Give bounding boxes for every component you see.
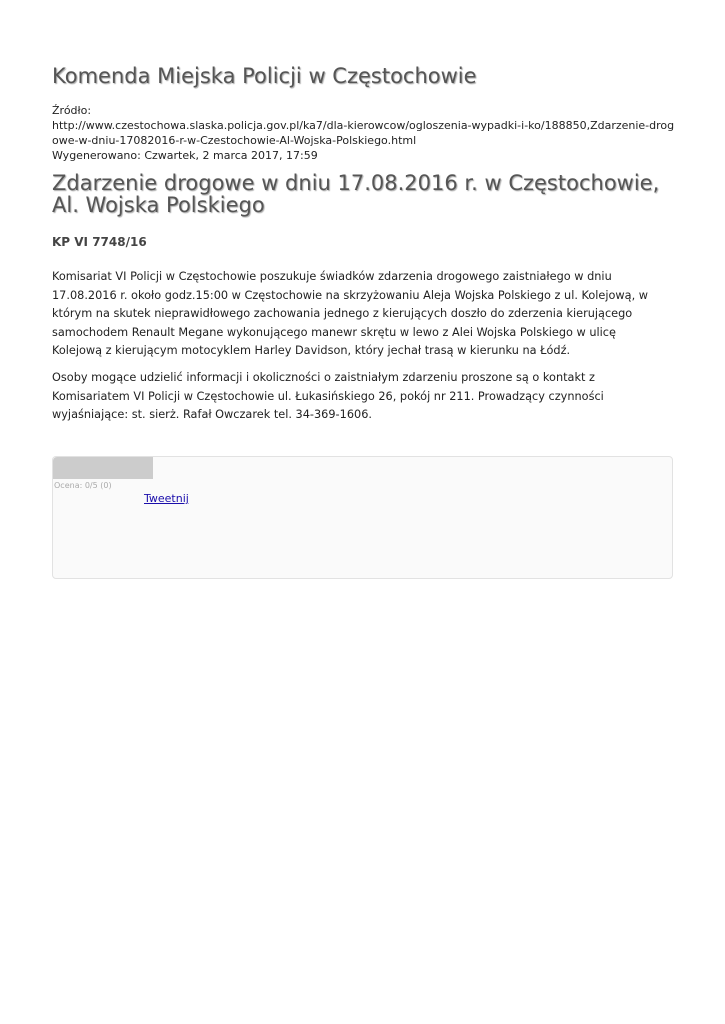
source-meta [52,103,677,163]
article-paragraph-1: Komisariat VI Policji w Częstochowie poszukuje świadków zdarzenia drogowego zaistniałego w dniu 17.08.2016 r. około godz.15:00 w Częstochowie na skrzyżowaniu Aleja Wojska Polskiego z ul. Kolejową, w którym na skutek nieprawidłowego zachowania jednego z kierujących doszło do zderzenia kierującego samochodem Renault Megane wykonującego manewr skrętu w lewo z Alei Wojska Polskiego w ulicę Kolejową z kierującym motocyklem Harley Davidson, który jechał trasą w kierunku na Łódź. [52,270,648,358]
generated-date: Wygenerowano: Czwartek, 2 marca 2017, 17:59 [52,149,318,162]
case-number: KP VI 7748/16 [52,235,147,249]
rating-score: Ocena: 0/5 (0) [54,481,112,490]
rating-box [52,456,673,579]
rating-stars-bar[interactable] [53,457,153,479]
tweet-link[interactable]: Tweetnij [144,492,189,505]
source-url: http://www.czestochowa.slaska.policja.gov.pl/ka7/dla-kierowcow/ogloszenia-wypadki-i-ko/188850,Zdarzenie-drogowe-w-dniu-17082016-r-w-Czestochowie-Al-Wojska-Polskiego.html [52,119,675,147]
site-title: Komenda Miejska Policji w Częstochowie [52,64,477,88]
source-label: Źródło: [52,104,92,117]
article-title: Zdarzenie drogowe w dniu 17.08.2016 r. w Częstochowie, Al. Wojska Polskiego [52,171,660,217]
article-paragraph-2: Osoby mogące udzielić informacji i okoliczności o zaistniałym zdarzeniu proszone są o kontakt z Komisariatem VI Policji w Częstochowie ul. Łukasińskiego 26, pokój nr 211. Prowadzący czynności wyjaśniające: st. sierż. Rafał Owczarek tel. 34-369-1606. [52,371,604,422]
